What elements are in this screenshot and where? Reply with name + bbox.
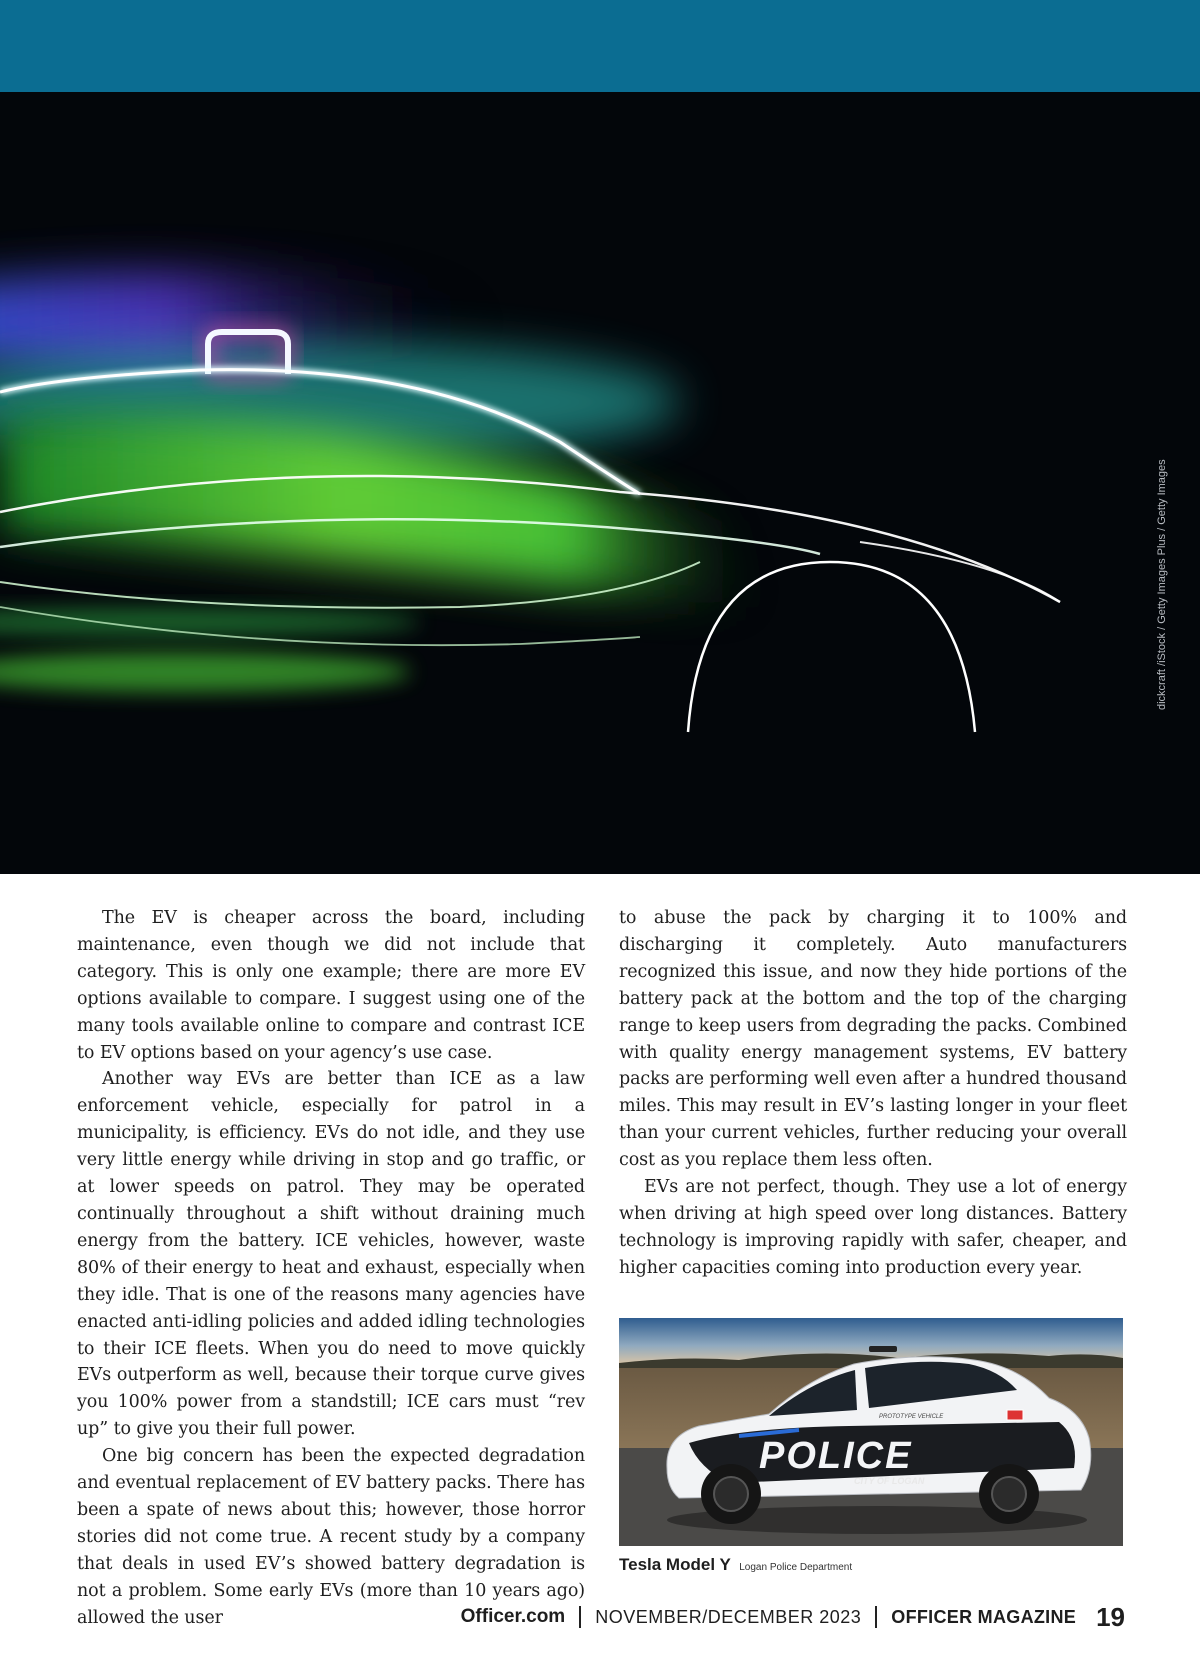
footer-divider — [579, 1606, 581, 1628]
left-column — [77, 905, 585, 1631]
hero-image — [0, 92, 1200, 874]
flag-decal — [1007, 1410, 1023, 1420]
caption-credit: Logan Police Department — [739, 1562, 853, 1573]
front-rim — [714, 1477, 748, 1511]
paragraph: The EV is cheaper across the board, including maintenance, even though we did not include that category. This is only one example; there are more EV options available to compare. I suggest using one of the many tools available online to compare and contrast ICE to EV options based on your agency’s use case. — [77, 908, 585, 1063]
paragraph: Another way EVs are better than ICE as a law enforcement vehicle, especially for patrol in a municipality, is efficiency. EVs do not idle, and they use very little energy while driving in stop and go traffic, or at lower speeds on patrol. They may be operated continually throughout a shift without draining much energy from the battery. ICE vehicles, however, waste 80% of their energy to heat and exhaust, especially when they idle. That is one of the reasons many agencies have enacted anti-idling policies and added idling technologies to their ICE fleets. When you do need to move quickly EVs outperform as well, because their torque curve gives you 100% power from a standstill; ICE cars must “rev up” to give you their full power. — [77, 1069, 585, 1440]
caption-title: Tesla Model Y — [619, 1555, 731, 1574]
page-number: 19 — [1096, 1601, 1125, 1632]
lower-green-streak — [0, 652, 410, 692]
photo-caption — [619, 1555, 852, 1575]
front-fender-line — [860, 542, 1060, 602]
prototype-text: PROTOTYPE VEHICLE — [879, 1414, 944, 1420]
right-column — [619, 905, 1127, 1282]
top-color-band — [0, 0, 1200, 92]
footer-divider — [875, 1606, 877, 1628]
police-car-photo — [619, 1318, 1123, 1546]
city-text: CITY OF LOGAN — [854, 1476, 925, 1486]
light-bar — [869, 1346, 897, 1352]
police-text: POLICE — [759, 1435, 913, 1477]
paragraph: to abuse the pack by charging it to 100% and discharging it completely. Auto manufacturers recognized this issue, and now they hide portions of the battery pack at the bottom and the top of the charging range to keep users from degrading the packs. Combined with quality energy management systems, EV battery packs are performing well even after a hundred thousand miles. This may result in EV’s lasting longer in your fleet than your current vehicles, further reducing your overall cost as you replace them less often. — [619, 908, 1127, 1171]
mid-green-streak — [0, 608, 420, 636]
footer-issue: NOVEMBER/DECEMBER 2023 — [595, 1606, 862, 1627]
rear-rim — [992, 1477, 1026, 1511]
paragraph: One big concern has been the expected degradation and eventual replacement of EV battery packs. There has been a spate of news about this; however, those horror stories did not come true. A recent study by a company that deals in used EV’s showed battery degradation is not a problem. Some early EVs (more than 10 years ago) allowed the user — [77, 1446, 585, 1628]
footer-magazine: OFFICER MAGAZINE — [891, 1606, 1077, 1627]
footer-site: Officer.com — [460, 1606, 566, 1627]
paragraph: EVs are not perfect, though. They use a lot of energy when driving at high speed over long distances. Battery technology is improving rapidly with safer, cheaper, and higher capacities coming into production every year. — [619, 1177, 1127, 1278]
glowing-car-illustration — [0, 92, 1200, 874]
page-footer — [461, 1602, 1125, 1632]
